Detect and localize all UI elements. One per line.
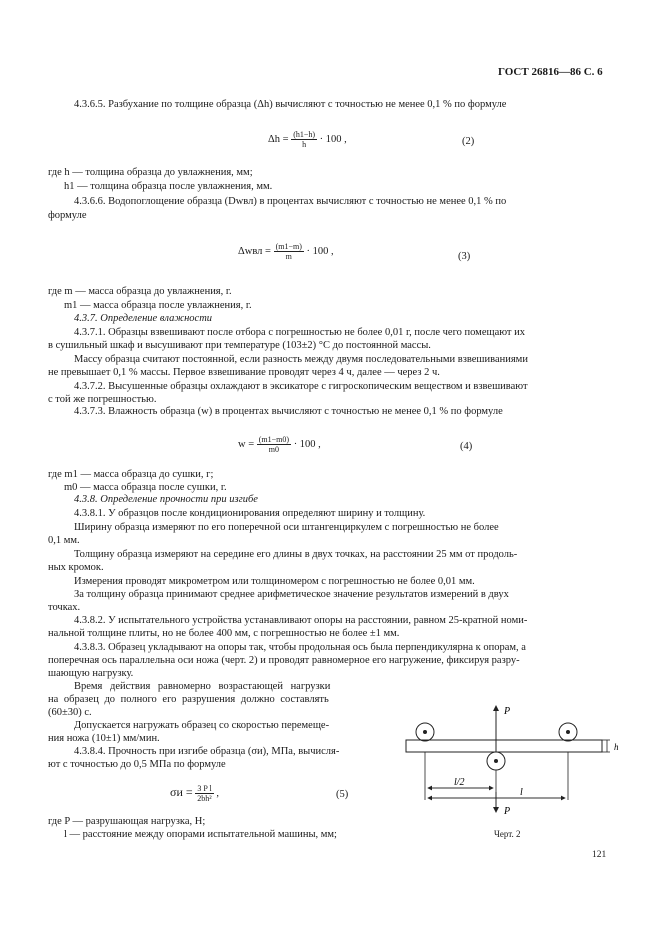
eq5-tail: , xyxy=(216,787,219,799)
eq4-fraction xyxy=(257,435,291,454)
equation-5 xyxy=(170,784,219,803)
para-width-b: 0,1 мм. xyxy=(48,535,80,546)
eq2-tail: · 100 , xyxy=(319,133,347,145)
eq2-num: (h1−h) xyxy=(293,130,316,139)
para-4384a: 4.3.8.4. Прочность при изгибе образца (σи), МПа, вычисля- xyxy=(74,746,340,757)
para-meas: Измерения проводят микрометром или толщиномером с погрешностью не более 0,01 мм. xyxy=(74,576,475,587)
eq3-lhs: Δwвл = xyxy=(238,245,271,257)
where-2b: h1 — толщина образца после увлажнения, мм. xyxy=(64,181,273,192)
label-h: h xyxy=(614,742,619,752)
para-4366b: формуле xyxy=(48,210,87,221)
para-4372a: 4.3.7.2. Высушенные образцы охлаждают в эксикаторе с гигроскопическим веществом и взвешивают xyxy=(74,381,528,392)
heading-438: 4.3.8. Определение прочности при изгибе xyxy=(74,494,258,505)
para-avg-b: точках. xyxy=(48,602,81,613)
page-header: ГОСТ 26816—86 С. 6 xyxy=(498,66,603,78)
eq2-fraction xyxy=(291,130,317,149)
figure-caption: Черт. 2 xyxy=(494,829,521,839)
para-mass-a: Массу образца считают постоянной, если разность между двумя последовательными взвешиваниями xyxy=(74,354,528,365)
para-4383c: шающую нагрузку. xyxy=(48,668,134,679)
eq3-den: m xyxy=(285,252,292,261)
where-5a: где P — разрушающая нагрузка, Н; xyxy=(48,816,206,827)
eq5-num: 3 P l xyxy=(195,784,213,794)
eq5-lhs: σи = xyxy=(170,784,193,799)
para-4373: 4.3.7.3. Влажность образца (w) в процентах вычисляют с точностью не менее 0,1 % по формуле xyxy=(74,406,503,417)
eq3-number: (3) xyxy=(458,251,471,262)
where-3a: где m — масса образца до увлажнения, г. xyxy=(48,286,232,297)
eq3-num: (m1−m) xyxy=(275,242,302,251)
para-4383b: поперечная ось параллельна оси ножа (черт. 2) и проводят равномерное его нагружение, фиксируя разру- xyxy=(48,655,520,666)
para-4383a: 4.3.8.3. Образец укладывают на опоры так, чтобы продольная ось была перпендикулярна к опорам, а xyxy=(74,642,526,653)
label-P-bottom: P xyxy=(504,806,511,817)
label-half-span: l/2 xyxy=(454,777,465,788)
knife-inner xyxy=(494,759,498,763)
where-5b: l — расстояние между опорами испытательной машины, мм; xyxy=(64,829,337,840)
para-time-c: (60±30) с. xyxy=(48,707,92,718)
eq4-num: (m1−m0) xyxy=(258,435,290,444)
para-4384b: ют с точностью до 0,5 МПа по формуле xyxy=(48,759,226,770)
para-mass-b: не превышает 0,1 % массы. Первое взвешивание проводят через 4 ч, далее — через 2 ч. xyxy=(48,367,440,378)
para-thick-a: Толщину образца измеряют на середине его длины в двух точках, на расстоянии 25 мм от продоль- xyxy=(74,549,518,560)
page-number: 121 xyxy=(592,850,607,860)
eq5-den: 2bh² xyxy=(197,794,212,803)
support-right-inner xyxy=(566,730,570,734)
para-time-b: на образец до полного его разрушения должно составлять xyxy=(48,694,329,705)
equation-2 xyxy=(268,130,347,149)
para-speed-a: Допускается нагружать образец со скоростью перемеще- xyxy=(74,720,330,731)
support-left-inner xyxy=(423,730,427,734)
para-time-a: Время действия равномерно возрастающей нагрузки xyxy=(74,681,331,692)
eq2-number: (2) xyxy=(462,136,475,147)
eq2-lhs: Δh = xyxy=(268,133,289,145)
specimen-beam xyxy=(406,740,602,752)
para-thick-b: ных кромок. xyxy=(48,562,104,573)
para-4366a: 4.3.6.6. Водопоглощение образца (Dwвл) в процентах вычисляют с точностью не менее 0,1 % по xyxy=(74,196,507,207)
where-3b: m1 — масса образца после увлажнения, г. xyxy=(64,300,252,311)
equation-4 xyxy=(238,435,321,454)
heading-437: 4.3.7. Определение влажности xyxy=(74,313,213,324)
where-4b: m0 — масса образца после сушки, г. xyxy=(64,482,227,493)
para-avg-a: За толщину образца принимают среднее арифметическое значение результатов измерений в двух xyxy=(74,589,509,600)
label-span: l xyxy=(520,787,523,798)
para-speed-b: ния ножа (10±1) мм/мин. xyxy=(48,733,160,744)
para-4382b: нальной толщине плиты, но не более 400 мм, с погрешностью не более ±1 мм. xyxy=(48,628,400,639)
label-P-top: P xyxy=(504,706,511,717)
where-2a: где h — толщина образца до увлажнения, мм; xyxy=(48,167,253,178)
eq4-lhs: w = xyxy=(238,438,255,450)
figure-2-diagram xyxy=(398,700,620,830)
eq3-tail: · 100 , xyxy=(306,245,334,257)
eq3-fraction xyxy=(274,242,304,261)
eq4-number: (4) xyxy=(460,441,473,452)
para-4371b: в сушильный шкаф и высушивают при температуре (103±2) °С до постоянной массы. xyxy=(48,340,431,351)
eq5-fraction xyxy=(195,784,213,803)
eq4-den: m0 xyxy=(268,445,280,454)
eq4-tail: · 100 , xyxy=(293,438,321,450)
para-width-a: Ширину образца измеряют по его поперечной оси штангенциркулем с погрешностью не более xyxy=(74,522,499,533)
para-4371a: 4.3.7.1. Образцы взвешивают после отбора с погрешностью не более 0,01 г, после чего помещают их xyxy=(74,327,526,338)
para-4382a: 4.3.8.2. У испытательного устройства устанавливают опоры на расстоянии, равном 25-кратной номи- xyxy=(74,615,528,626)
para-4381: 4.3.8.1. У образцов после кондиционирования определяют ширину и толщину. xyxy=(74,508,426,519)
para-4365: 4.3.6.5. Разбухание по толщине образца (Δh) вычисляют с точностью не менее 0,1 % по формуле xyxy=(74,99,507,110)
eq5-number: (5) xyxy=(336,789,349,800)
equation-3 xyxy=(238,242,334,261)
where-4a: где m1 — масса образца до сушки, г; xyxy=(48,469,214,480)
eq2-den: h xyxy=(302,140,307,149)
para-4372b: с той же погрешностью. xyxy=(48,394,157,405)
